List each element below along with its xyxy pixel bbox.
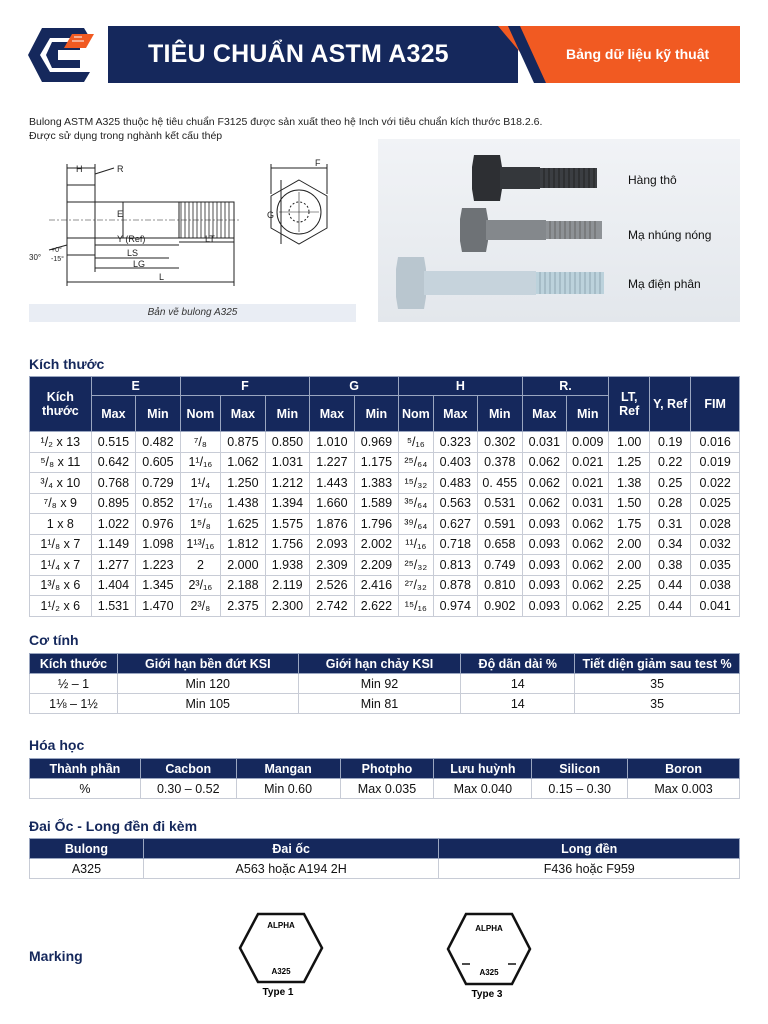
bolt-technical-drawing [29, 150, 359, 320]
table-cell: Max 0.040 [434, 779, 532, 799]
company-logo-icon [28, 28, 98, 82]
table-cell: 0.062 [567, 534, 609, 555]
header-H: H [399, 377, 522, 396]
table-cell: 0.19 [649, 432, 690, 453]
header-F: F [180, 377, 309, 396]
chem-header: Lưu huỳnh [434, 759, 532, 779]
nut-header: Long đền [439, 839, 740, 859]
label-F: F [315, 158, 321, 168]
table-cell: 0.642 [91, 452, 136, 473]
table-cell: 0.658 [478, 534, 523, 555]
table-cell: 2.526 [310, 575, 355, 596]
table-cell: 0.28 [649, 493, 690, 514]
table-row [30, 596, 740, 617]
table-cell: 1.756 [265, 534, 310, 555]
label-LT: LT [205, 234, 215, 244]
table-cell: 0.093 [522, 534, 567, 555]
table-cell: 0.031 [522, 432, 567, 453]
table-cell: 0.378 [478, 452, 523, 473]
table-cell: 0.813 [433, 555, 478, 576]
mech-header: Độ dãn dài % [461, 654, 575, 674]
table-cell: 0.038 [691, 575, 740, 596]
nut-washer-table [29, 838, 740, 879]
table-cell: 1.250 [221, 473, 266, 494]
table-cell: 0.729 [136, 473, 181, 494]
mechanical-table [29, 653, 740, 714]
table-cell: 2.119 [265, 575, 310, 596]
table-cell: 0.062 [567, 596, 609, 617]
table-cell: 1.175 [354, 452, 399, 473]
section-title-mechanical: Cơ tính [29, 632, 79, 648]
section-title-chemical: Hóa học [29, 737, 85, 753]
table-cell: 0.30 – 0.52 [140, 779, 236, 799]
sub-header: Nom [399, 396, 433, 432]
table-cell: 0.895 [91, 493, 136, 514]
marking-type-1 [236, 910, 326, 1000]
table-cell: 0.031 [567, 493, 609, 514]
table-cell: 0.035 [691, 555, 740, 576]
table-cell: 0.875 [221, 432, 266, 453]
table-cell: 0.878 [433, 575, 478, 596]
table-cell: 0.021 [567, 452, 609, 473]
header-FIM: FIM [691, 377, 740, 432]
table-cell: 0.403 [433, 452, 478, 473]
label-R: R [117, 164, 124, 174]
header-G: G [310, 377, 399, 396]
table-cell: 2.300 [265, 596, 310, 617]
table-cell: 0.093 [522, 575, 567, 596]
table-cell: A325 [30, 859, 144, 879]
intro-line-2: Được sử dụng trong nghành kết cấu thép [29, 130, 223, 142]
section-title-dimensions: Kích thước [29, 356, 105, 372]
table-cell: 1.022 [91, 514, 136, 535]
table-cell: 0.850 [265, 432, 310, 453]
table-cell: 0.093 [522, 514, 567, 535]
drawing-caption: Bản vẽ bulong A325 [29, 304, 356, 322]
table-cell: 0.718 [433, 534, 478, 555]
table-cell: Min 0.60 [236, 779, 340, 799]
table-cell: 2.309 [310, 555, 355, 576]
table-cell: 2³/₁₆ [180, 575, 220, 596]
table-cell: 14 [461, 674, 575, 694]
table-cell: ³⁵/₆₄ [399, 493, 433, 514]
table-cell: 0.093 [522, 596, 567, 617]
mech-header: Giới hạn chảy KSI [298, 654, 461, 674]
nut-header: Bulong [30, 839, 144, 859]
table-cell: ¹⁵/₁₆ [399, 596, 433, 617]
table-cell: 2.622 [354, 596, 399, 617]
table-cell: 1¹/₁₆ [180, 452, 220, 473]
header-size: Kích thước [30, 377, 92, 432]
page-subtitle: Bảng dữ liệu kỹ thuật [566, 46, 710, 62]
table-cell: 1.010 [310, 432, 355, 453]
table-cell: 1.575 [265, 514, 310, 535]
label-hot-dip-galvanized: Mạ nhúng nóng [628, 228, 712, 242]
table-cell: 0.31 [649, 514, 690, 535]
table-row [30, 452, 740, 473]
table-cell: 2³/₈ [180, 596, 220, 617]
sub-header: Max [522, 396, 567, 432]
title-bar [108, 26, 518, 83]
table-cell: 0.768 [91, 473, 136, 494]
table-cell: 1¹/₈ x 7 [30, 534, 92, 555]
table-cell: 0.019 [691, 452, 740, 473]
section-title-marking: Marking [29, 948, 83, 964]
header-LT: LT, Ref [609, 377, 649, 432]
table-cell: ²⁵/₃₂ [399, 555, 433, 576]
table-cell: ⁵/₁₆ [399, 432, 433, 453]
sub-header: Min [354, 396, 399, 432]
table-cell: 1.277 [91, 555, 136, 576]
section-title-nuts: Đai Ốc - Long đền đi kèm [29, 818, 198, 834]
nut-header: Đai ốc [143, 839, 439, 859]
table-cell: 0.44 [649, 596, 690, 617]
marking-caption: Type 1 [262, 987, 294, 998]
table-cell: 0.028 [691, 514, 740, 535]
table-cell: 0.969 [354, 432, 399, 453]
table-cell: 2.416 [354, 575, 399, 596]
table-row [30, 779, 740, 799]
table-cell: 1.227 [310, 452, 355, 473]
table-cell: 2.25 [609, 596, 649, 617]
table-cell: 0.021 [567, 473, 609, 494]
mechanical-body [30, 674, 740, 714]
table-cell: 1.062 [221, 452, 266, 473]
table-cell: 1.098 [136, 534, 181, 555]
table-cell: 0.44 [649, 575, 690, 596]
table-cell: 0.531 [478, 493, 523, 514]
table-cell: 14 [461, 694, 575, 714]
chem-header: Cacbon [140, 759, 236, 779]
table-cell: 0.016 [691, 432, 740, 453]
chem-header: Silicon [532, 759, 628, 779]
table-cell: 0.15 – 0.30 [532, 779, 628, 799]
table-cell: 1.589 [354, 493, 399, 514]
table-cell: 0.902 [478, 596, 523, 617]
table-cell: 1.625 [221, 514, 266, 535]
table-cell: 1.00 [609, 432, 649, 453]
sub-header: Max [221, 396, 266, 432]
table-cell: 0.852 [136, 493, 181, 514]
table-cell: 0.041 [691, 596, 740, 617]
black-bolt-image [472, 155, 597, 201]
label-tol-minus: -15° [51, 256, 64, 263]
table-cell: Min 81 [298, 694, 461, 714]
table-row [30, 674, 740, 694]
table-cell: 0.627 [433, 514, 478, 535]
marking-grade: A325 [479, 968, 499, 977]
table-cell: 1.438 [221, 493, 266, 514]
table-cell: 1.394 [265, 493, 310, 514]
table-cell: 0.062 [522, 473, 567, 494]
table-cell: 1.404 [91, 575, 136, 596]
table-cell: 2.209 [354, 555, 399, 576]
chemical-table [29, 758, 740, 799]
table-cell: 2 [180, 555, 220, 576]
table-cell: ¹⁵/₃₂ [399, 473, 433, 494]
page-title: TIÊU CHUẨN ASTM A325 [148, 40, 449, 68]
table-cell: 0.062 [567, 555, 609, 576]
table-cell: 1.938 [265, 555, 310, 576]
table-cell: 1.660 [310, 493, 355, 514]
sub-header: Min [478, 396, 523, 432]
table-cell: 1⁷/₁₆ [180, 493, 220, 514]
table-cell: ²⁵/₆₄ [399, 452, 433, 473]
table-cell: 1 x 8 [30, 514, 92, 535]
table-cell: 1.38 [609, 473, 649, 494]
marking-maker: ALPHA [475, 924, 503, 933]
table-row [30, 432, 740, 453]
table-cell: 1.531 [91, 596, 136, 617]
label-tol-plus: +0° [51, 247, 62, 254]
table-cell: 2.093 [310, 534, 355, 555]
dimensions-body [30, 432, 740, 617]
table-cell: ⁷/₈ [180, 432, 220, 453]
side-view-labels [29, 164, 215, 282]
label-G: G [267, 210, 275, 220]
table-cell: 1⅛ – 1½ [30, 694, 118, 714]
table-row [30, 575, 740, 596]
table-cell: 0.302 [478, 432, 523, 453]
marking-caption: Type 3 [471, 989, 503, 1000]
bolt-finish-photo [378, 139, 740, 322]
sub-header: Min [265, 396, 310, 432]
label-black-finish: Hàng thô [628, 173, 677, 187]
table-cell: 2.188 [221, 575, 266, 596]
table-cell: 2.742 [310, 596, 355, 617]
table-cell: 0.009 [567, 432, 609, 453]
table-cell: 2.00 [609, 555, 649, 576]
label-zinc-electroplated: Mạ điện phân [628, 277, 701, 291]
table-cell: Max 0.003 [628, 779, 740, 799]
table-cell: 1¹³/₁₆ [180, 534, 220, 555]
table-cell: 1.031 [265, 452, 310, 473]
table-cell: 0.032 [691, 534, 740, 555]
intro-line-1: Bulong ASTM A325 thuộc hệ tiêu chuẩn F3125 được sản xuất theo hệ Inch với tiêu chuẩn kích thước B18.2.6. [29, 116, 543, 128]
table-cell: 35 [575, 694, 740, 714]
table-cell: 1.443 [310, 473, 355, 494]
table-cell: 1¹/₄ x 7 [30, 555, 92, 576]
table-cell: 1.149 [91, 534, 136, 555]
chem-header: Mangan [236, 759, 340, 779]
table-cell: 1.383 [354, 473, 399, 494]
table-cell: 0.062 [567, 514, 609, 535]
chem-header: Thành phần [30, 759, 141, 779]
table-row [30, 473, 740, 494]
table-cell: 1.212 [265, 473, 310, 494]
table-cell: Max 0.035 [340, 779, 434, 799]
label-H: H [76, 164, 83, 174]
dimensions-table [29, 376, 740, 617]
table-cell: ²⁷/₃₂ [399, 575, 433, 596]
table-cell: 0.323 [433, 432, 478, 453]
table-cell: ⁷/₈ x 9 [30, 493, 92, 514]
label-L: L [159, 272, 165, 282]
marking-maker: ALPHA [267, 921, 295, 930]
label-angle: 30° [29, 253, 42, 262]
chem-header: Photpho [340, 759, 434, 779]
table-cell: 0.605 [136, 452, 181, 473]
table-cell: ½ – 1 [30, 674, 118, 694]
table-cell: Min 120 [117, 674, 298, 694]
sub-header: Nom [180, 396, 220, 432]
sub-header: Max [310, 396, 355, 432]
label-E: E [117, 209, 124, 219]
nut-washer-body [30, 859, 740, 879]
table-cell: 2.00 [609, 534, 649, 555]
chemical-body [30, 779, 740, 799]
mech-header: Kích thước [30, 654, 118, 674]
end-view-drawing [271, 164, 327, 244]
table-row [30, 534, 740, 555]
header-R: R. [522, 377, 609, 396]
table-row [30, 694, 740, 714]
table-row [30, 859, 740, 879]
mech-header: Tiết diện giảm sau test % [575, 654, 740, 674]
sub-header: Min [567, 396, 609, 432]
label-LS: LS [127, 248, 139, 258]
table-cell: 0.062 [522, 493, 567, 514]
table-cell: 0.38 [649, 555, 690, 576]
chem-header: Boron [628, 759, 740, 779]
table-cell: ³/₄ x 10 [30, 473, 92, 494]
table-cell: 1¹/₄ [180, 473, 220, 494]
table-cell: F436 hoặc F959 [439, 859, 740, 879]
sub-header: Min [136, 396, 181, 432]
header [0, 26, 768, 83]
table-cell: 35 [575, 674, 740, 694]
table-cell: 1.223 [136, 555, 181, 576]
table-row [30, 555, 740, 576]
table-cell: 0.062 [522, 452, 567, 473]
table-cell: 0.22 [649, 452, 690, 473]
marking-grade: A325 [271, 967, 291, 976]
table-cell: 0.025 [691, 493, 740, 514]
header-E: E [91, 377, 180, 396]
table-cell: 0.563 [433, 493, 478, 514]
table-cell: 0.976 [136, 514, 181, 535]
sub-header: Max [91, 396, 136, 432]
table-cell: ⁵/₈ x 11 [30, 452, 92, 473]
table-cell: 0.482 [136, 432, 181, 453]
table-cell: Min 92 [298, 674, 461, 694]
table-cell: 0.974 [433, 596, 478, 617]
table-row [30, 493, 740, 514]
table-cell: 0.25 [649, 473, 690, 494]
marking-type-3 [442, 910, 534, 1002]
table-cell: 0.483 [433, 473, 478, 494]
table-cell: 0.022 [691, 473, 740, 494]
table-cell: ³⁹/₆₄ [399, 514, 433, 535]
table-cell: ¹/₂ x 13 [30, 432, 92, 453]
table-cell: 2.375 [221, 596, 266, 617]
table-cell: 0.810 [478, 575, 523, 596]
table-cell: Min 105 [117, 694, 298, 714]
zinc-plated-bolt-image [396, 257, 604, 309]
table-cell: 1.470 [136, 596, 181, 617]
sub-header: Max [433, 396, 478, 432]
table-cell: 1.796 [354, 514, 399, 535]
label-LG: LG [133, 259, 146, 269]
table-cell: 1.25 [609, 452, 649, 473]
label-Y: Y (Ref) [117, 234, 146, 244]
table-cell: 0.062 [567, 575, 609, 596]
table-cell: 0.093 [522, 555, 567, 576]
table-cell: 2.002 [354, 534, 399, 555]
table-cell: 2.25 [609, 575, 649, 596]
mech-header: Giới hạn bền đứt KSI [117, 654, 298, 674]
table-cell: 0.591 [478, 514, 523, 535]
table-cell: 1.75 [609, 514, 649, 535]
table-cell: ¹¹/₁₆ [399, 534, 433, 555]
table-cell: 1⁵/₈ [180, 514, 220, 535]
table-cell: 1¹/₂ x 6 [30, 596, 92, 617]
table-cell: 1.345 [136, 575, 181, 596]
table-cell: 0. 455 [478, 473, 523, 494]
table-cell: 0.34 [649, 534, 690, 555]
table-cell: A563 hoặc A194 2H [143, 859, 439, 879]
header-Y: Y, Ref [649, 377, 690, 432]
table-cell: 0.749 [478, 555, 523, 576]
table-row [30, 514, 740, 535]
table-cell: 0.515 [91, 432, 136, 453]
table-cell: 1.812 [221, 534, 266, 555]
table-cell: 1.50 [609, 493, 649, 514]
table-cell: 2.000 [221, 555, 266, 576]
table-cell: 1³/₈ x 6 [30, 575, 92, 596]
hot-dip-bolt-image [460, 208, 602, 252]
table-cell: 1.876 [310, 514, 355, 535]
table-cell: % [30, 779, 141, 799]
